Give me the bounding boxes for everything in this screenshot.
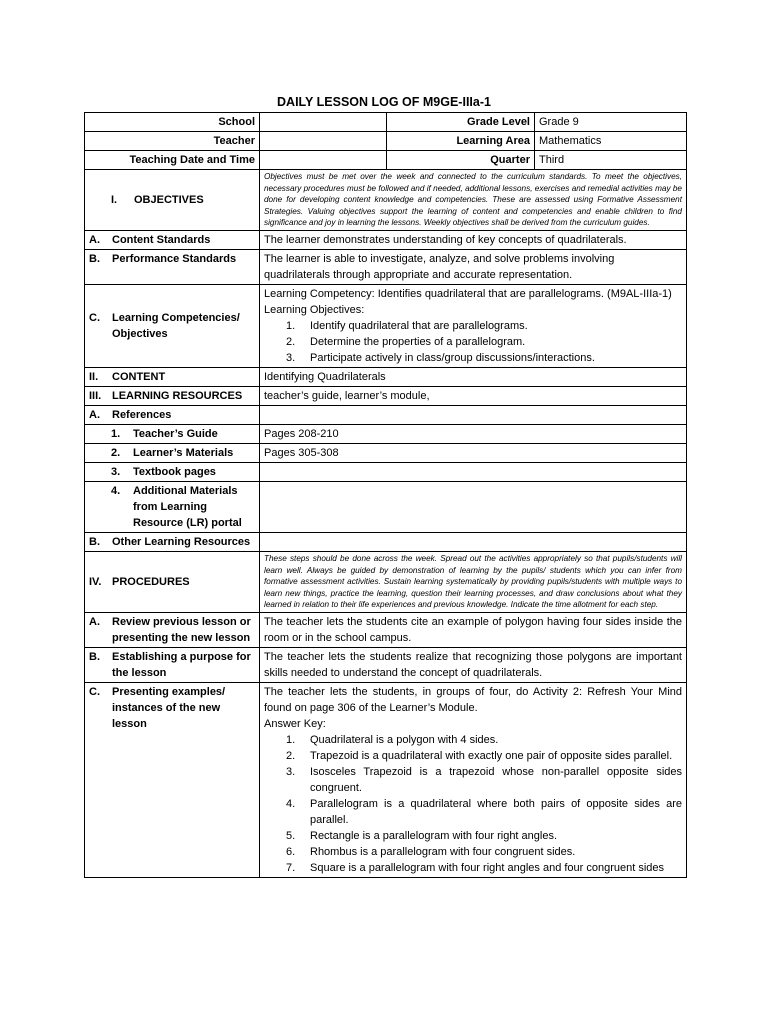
content-row (85, 367, 687, 386)
school-label: School (85, 113, 260, 132)
reference-label: Learner’s Materials (133, 446, 234, 459)
answer-key-item: 6. Rhombus is a parallelogram with four congruent sides. (286, 845, 576, 858)
answer-key-item: 2. Trapezoid is a quadrilateral with exactly one pair of opposite sides parallel. (286, 749, 673, 762)
answer-key-item: 5. Rectangle is a parallelogram with four right angles. (286, 829, 558, 842)
lesson-log-table (84, 112, 687, 878)
procedures-num: IV. (89, 575, 102, 588)
purpose-letter: B. (89, 650, 100, 663)
competencies-label: Learning Competencies/ Objectives (112, 311, 240, 340)
teacher-label: Teacher (85, 132, 260, 151)
header-row-teacher (85, 132, 687, 151)
content-label: CONTENT (112, 370, 166, 383)
examples-letter: C. (89, 685, 100, 698)
content-standards-letter: A. (89, 233, 100, 246)
answer-key-item: 4. Parallelogram is a quadrilateral where both pairs of opposite sides are parallel. (286, 797, 682, 826)
grade-level-label: Grade Level (387, 113, 535, 132)
reference-num: 1. (111, 427, 121, 440)
other-resources-row (85, 532, 687, 551)
reference-num: 2. (111, 446, 121, 459)
teaching-date-label: Teaching Date and Time (85, 151, 260, 170)
examples-label: Presenting examples/ instances of the new lesson (112, 685, 226, 730)
answer-key-item: 7. Square is a parallelogram with four right angles and four congruent sides (286, 861, 665, 874)
references-label: References (112, 408, 172, 421)
resources-num: III. (89, 389, 102, 402)
reference-value: Pages 208-210 (260, 424, 687, 443)
performance-standards-value: The learner is able to investigate, analyze, and solve problems involving quadrilaterals through appropriate and accurate representation. (260, 249, 687, 284)
resources-label: LEARNING RESOURCES (112, 389, 243, 402)
objectives-row (85, 170, 687, 231)
objective-item: 2. Determine the properties of a parallelogram. (286, 335, 526, 348)
quarter-label: Quarter (387, 151, 535, 170)
learning-objectives-heading: Learning Objectives: (264, 303, 365, 316)
objectives-num: I. (111, 193, 118, 206)
reference-value: Pages 305-308 (260, 443, 687, 462)
performance-standards-row (85, 249, 687, 284)
review-value: The teacher lets the students cite an example of polygon having four sides inside the room or in the school campus. (260, 612, 687, 647)
objective-item: 3. Participate actively in class/group discussions/interactions. (286, 351, 595, 364)
references-value (260, 405, 687, 424)
quarter-value: Third (535, 151, 687, 170)
answer-key-item: 1. Quadrilateral is a polygon with 4 sides. (286, 733, 499, 746)
references-row (85, 405, 687, 424)
teaching-date-value (260, 151, 387, 170)
other-resources-letter: B. (89, 535, 100, 548)
performance-standards-label: Performance Standards (112, 252, 237, 265)
reference-row-teachers-guide (85, 424, 687, 443)
examples-cell (260, 682, 687, 877)
content-value: Identifying Quadrilaterals (260, 367, 687, 386)
other-resources-label: Other Learning Resources (112, 535, 251, 548)
reference-value (260, 481, 687, 532)
review-letter: A. (89, 615, 100, 628)
references-letter: A. (89, 408, 100, 421)
purpose-value: The teacher lets the students realize that recognizing those polygons are important skills needed to understand the concept of quadrilaterals. (260, 647, 687, 682)
learning-competency: Learning Competency: Identifies quadrilateral that are parallelograms. (M9AL-IIIa-1) (264, 287, 672, 300)
objective-item: 1. Identify quadrilateral that are parallelograms. (286, 319, 528, 332)
examples-intro: The teacher lets the students, in groups of four, do Activity 2: Refresh Your Mind found on page 306 of the Learner’s Module. (264, 685, 682, 714)
purpose-row (85, 647, 687, 682)
content-standards-value: The learner demonstrates understanding of key concepts of quadrilaterals. (260, 230, 687, 249)
learning-resources-row (85, 386, 687, 405)
reference-label: Textbook pages (133, 465, 216, 478)
examples-row (85, 682, 687, 877)
reference-value (260, 462, 687, 481)
grade-level-value: Grade 9 (535, 113, 687, 132)
review-label: Review previous lesson or presenting the new lesson (112, 615, 251, 644)
review-row (85, 612, 687, 647)
school-value (260, 113, 387, 132)
reference-row-learners-materials (85, 443, 687, 462)
objectives-note: Objectives must be met over the week and connected to the curriculum standards. To meet the objectives, necessary procedures must be followed and if needed, additional lessons, exercises and remedial activities may be done for developing content knowledge and competencies. These are assessed using Formative Assessment Strategies. Valuing objectives support the learning of content and competencies and enable children to find significance and joy in learning the lessons. Weekly objectives shall be derived from the curriculum guides. (260, 170, 687, 231)
teacher-value (260, 132, 387, 151)
learning-area-value: Mathematics (535, 132, 687, 151)
reference-row-textbook-pages (85, 462, 687, 481)
procedures-note: These steps should be done across the week. Spread out the activities appropriately so that pupils/students will learn well. Always be guided by demonstration of learning by the pupils/ students which you can infer from formative assessment activities. Sustain learning systematically by providing pupils/students with multiple ways to learn new things, practice the learning, question their learning processes, and draw conclusions about what they learned in relation to their life experiences and previous knowledge. Indicate the time allotment for each step. (260, 551, 687, 612)
resources-value: teacher’s guide, learner’s module, (260, 386, 687, 405)
reference-row-additional-materials (85, 481, 687, 532)
document-title: DAILY LESSON LOG OF M9GE-IIIa-1 (277, 95, 491, 109)
reference-num: 4. (111, 484, 121, 497)
reference-num: 3. (111, 465, 121, 478)
purpose-label: Establishing a purpose for the lesson (112, 650, 251, 679)
content-standards-row (85, 230, 687, 249)
performance-standards-letter: B. (89, 252, 100, 265)
content-standards-label: Content Standards (112, 233, 211, 246)
content-num: II. (89, 370, 99, 383)
procedures-label: PROCEDURES (112, 575, 190, 588)
competencies-cell (260, 284, 687, 367)
reference-label: Teacher’s Guide (133, 427, 218, 440)
answer-key-label: Answer Key: (264, 717, 326, 730)
reference-label: Additional Materials from Learning Resource (LR) portal (133, 484, 242, 529)
learning-area-label: Learning Area (387, 132, 535, 151)
competencies-letter: C. (89, 311, 100, 324)
procedures-row (85, 551, 687, 612)
other-resources-value (260, 532, 687, 551)
header-row-date (85, 151, 687, 170)
answer-key-item: 3. Isosceles Trapezoid is a trapezoid whose non-parallel opposite sides congruent. (286, 765, 682, 794)
objectives-label: OBJECTIVES (134, 193, 204, 206)
competencies-row (85, 284, 687, 367)
objectives-label-cell (85, 170, 260, 231)
header-row-school (85, 113, 687, 132)
